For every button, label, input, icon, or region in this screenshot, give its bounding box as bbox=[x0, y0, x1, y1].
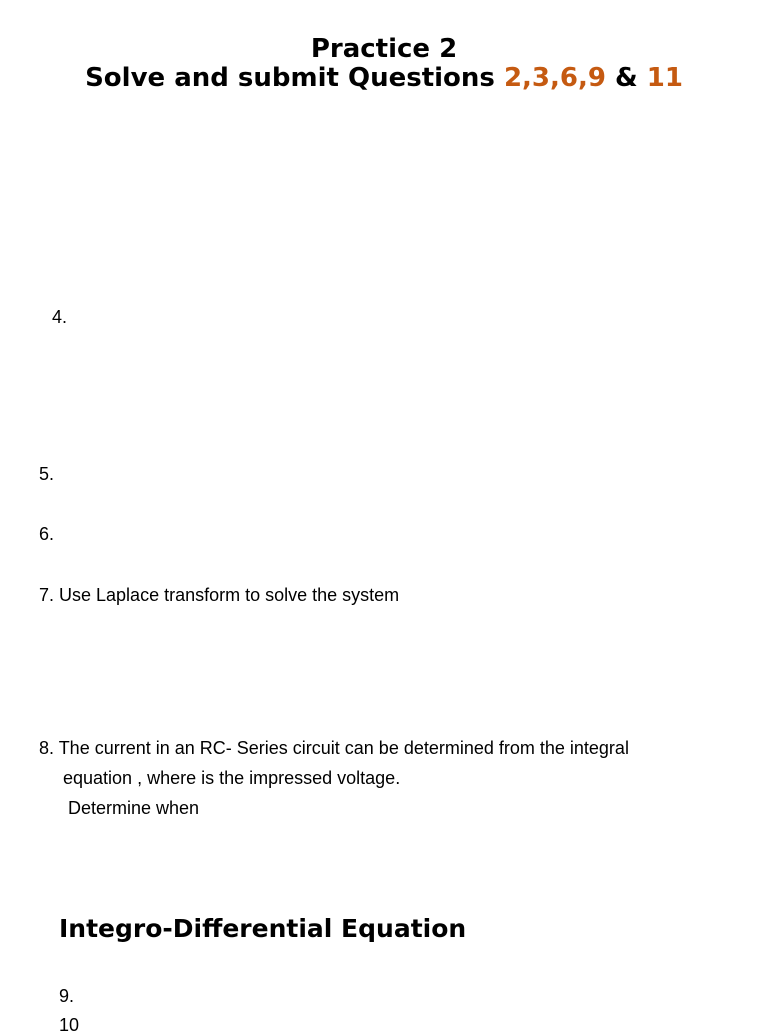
section-heading: Integro-Differential Equation bbox=[59, 914, 467, 943]
subtitle-prefix: Solve and submit Questions bbox=[85, 63, 504, 93]
question-4-number: 4. bbox=[52, 307, 68, 327]
question-10-number: 10 bbox=[59, 1015, 80, 1035]
question-7-text: 7. Use Laplace transform to solve the system bbox=[39, 585, 400, 605]
question-9-number: 9. bbox=[59, 986, 75, 1006]
page-subtitle bbox=[0, 63, 768, 93]
subtitle-ampersand: & bbox=[605, 63, 647, 93]
question-8-line-3: Determine when bbox=[68, 798, 200, 818]
question-8-line-1: 8. The current in an RC- Series circuit can be determined from the integral bbox=[39, 738, 629, 758]
question-5-number: 5. bbox=[39, 464, 55, 484]
page-title: Practice 2 bbox=[310, 34, 458, 64]
question-6-number: 6. bbox=[39, 524, 55, 544]
question-8-line-2: equation , where is the impressed voltage. bbox=[63, 768, 401, 788]
subtitle-question-numbers: 2,3,6,9 bbox=[503, 63, 606, 93]
subtitle-last-question: 11 bbox=[646, 63, 683, 93]
